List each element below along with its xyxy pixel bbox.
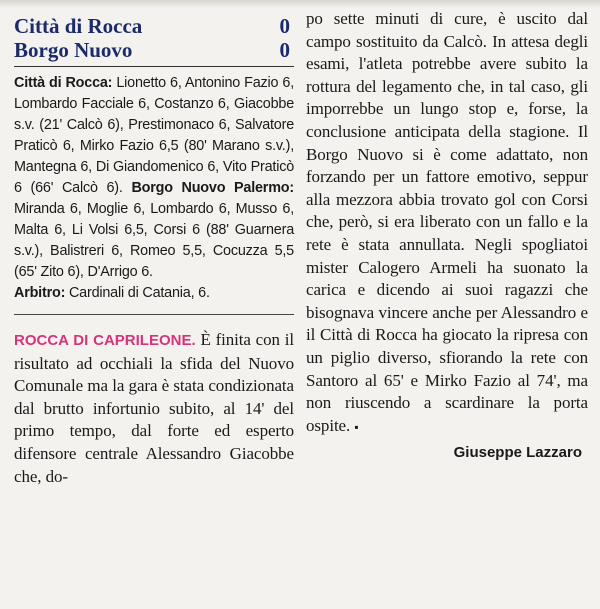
- scoreboard: [14, 14, 290, 62]
- lineup-divider: [14, 314, 294, 315]
- end-mark: ▪: [354, 419, 359, 434]
- left-column: [14, 14, 294, 488]
- article-left-text: È finita con il risultato ad occhiali la sfida del Nuovo Comunale ma la gara è stata condizionata dal brutto infortunio subito, al 14' del primo tempo, dal forte ed esperto difensore centrale Alessandro Giacobbe che, do-: [14, 330, 294, 486]
- right-column: [306, 8, 588, 461]
- away-score-row: [14, 38, 290, 62]
- article-kicker: ROCCA DI CAPRILEONE.: [14, 332, 196, 349]
- home-lineup-label: Città di Rocca:: [14, 75, 113, 91]
- away-score: 0: [279, 38, 290, 62]
- away-lineup: Miranda 6, Moglie 6, Lombardo 6, Musso 6, Malta 6, Li Volsi 6,5, Corsi 6 (88' Guarnera s.v.), Balistreri 6, Romeo 5,5, Cocuzza 5,5 (65' Zito 6), D'Arrigo 6.: [14, 201, 294, 280]
- home-score-row: [14, 14, 290, 38]
- away-team: Borgo Nuovo: [14, 38, 133, 62]
- home-lineup: Lionetto 6, Antonino Fazio 6, Lombardo Facciale 6, Costanzo 6, Giacobbe s.v. (21' Calcò 6), Prestimonaco 6, Salvatore Praticò 6, Mirko Fazio 6,5 (80' Marano s.v.), Mantegna 6, Di Giandomenico 6, Vito Praticò 6 (66' Calcò 6).: [14, 75, 294, 196]
- article-start: [14, 329, 294, 488]
- home-score: 0: [279, 14, 290, 38]
- author-byline: Giuseppe Lazzaro: [453, 444, 582, 462]
- article-right-text: po sette minuti di cure, è uscito dal campo sostituito da Calcò. In attesa degli esami, l'atleta potrebbe avere subito la rottura del legamento che, in tal caso, gli imporrebbe un lungo stop e, forse, la conclusione anticipata della stagione. Il Borgo Nuovo si è come adattato, non forzando per un fattore emotivo, seppur alla mezzora abbia trovato gol con Corsi che, però, si era liberato con un fallo e la rete è stata annullata. Negli spogliatoi mister Calogero Armeli ha suonato la carica e dicendo ai suoi ragazzi che bisognava vincere anche per Alessandro e il Città di Rocca ha giocato la ripresa con un piglio diverso, sfiorando la rete con Santoro al 65' e Mirko Fazio al 74', ma non riuscendo a scardinare la porta ospite.: [306, 9, 588, 435]
- score-divider: [14, 66, 294, 67]
- article-continuation: [306, 8, 588, 438]
- referee: Cardinali di Catania, 6.: [68, 285, 210, 301]
- referee-label: Arbitro:: [14, 285, 66, 301]
- away-lineup-label: Borgo Nuovo Palermo:: [131, 180, 294, 196]
- home-team: Città di Rocca: [14, 14, 143, 38]
- lineups: [14, 73, 294, 304]
- top-edge: [0, 0, 600, 8]
